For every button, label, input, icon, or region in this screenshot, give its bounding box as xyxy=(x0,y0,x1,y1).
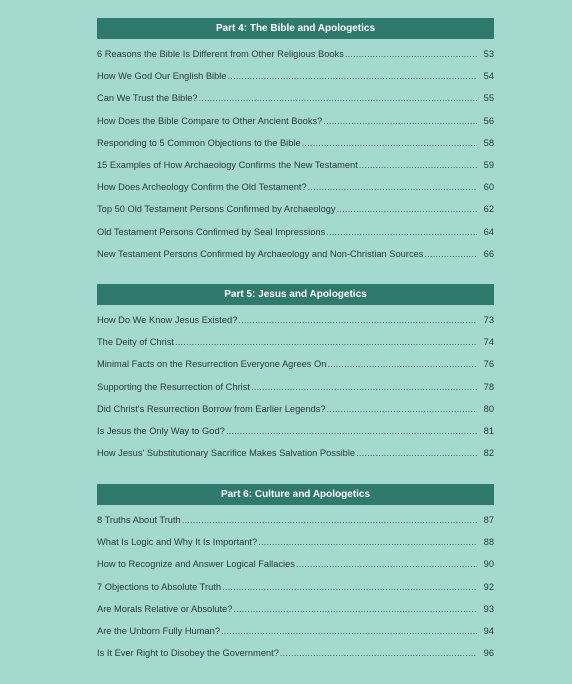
entry-title: Old Testament Persons Confirmed by Seal Impressions xyxy=(97,226,326,237)
dot-leader xyxy=(359,154,477,176)
entry-page-number: 80 xyxy=(483,403,494,414)
toc-entry[interactable] xyxy=(97,620,494,642)
entry-page-number: 96 xyxy=(483,648,494,659)
entry-page-number: 54 xyxy=(483,71,494,82)
toc-entry[interactable] xyxy=(97,598,494,620)
entry-page-number: 73 xyxy=(483,315,494,325)
entry-title: Is Jesus the Only Way to God? xyxy=(97,425,225,436)
entry-title: How Does Archeology Confirm the Old Testament? xyxy=(97,182,307,193)
toc-entry[interactable] xyxy=(97,87,494,109)
entry-title: 15 Examples of How Archaeology Confirms the New Testament xyxy=(97,159,358,170)
toc-entry[interactable] xyxy=(97,132,494,154)
entry-title: Supporting the Resurrection of Christ xyxy=(97,381,250,392)
dot-leader xyxy=(233,598,477,620)
entry-title: How We God Our English Bible xyxy=(97,71,227,82)
toc-entry[interactable] xyxy=(97,243,494,265)
dot-leader xyxy=(258,531,477,553)
entry-page-number: 66 xyxy=(483,248,494,259)
section-heading: Part 4: The Bible and Apologetics xyxy=(97,18,494,39)
dot-leader xyxy=(182,509,477,531)
entry-page-number: 56 xyxy=(483,115,494,126)
entry-page-number: 78 xyxy=(483,381,494,392)
entry-title: How Does the Bible Compare to Other Ancient Books? xyxy=(97,115,323,126)
entry-title: 8 Truths About Truth xyxy=(97,515,181,525)
toc-entry[interactable] xyxy=(97,376,494,398)
toc-entry[interactable] xyxy=(97,420,494,442)
entry-page-number: 88 xyxy=(483,537,494,548)
dot-leader xyxy=(308,176,477,198)
entry-list xyxy=(97,309,494,464)
entry-title: Top 50 Old Testament Persons Confirmed by Archaeology xyxy=(97,204,336,215)
entry-title: New Testament Persons Confirmed by Archaeology and Non-Christian Sources xyxy=(97,248,424,259)
entry-page-number: 82 xyxy=(483,448,494,459)
entry-page-number: 64 xyxy=(483,226,494,237)
dot-leader xyxy=(327,353,477,375)
entry-title: How Do We Know Jesus Existed? xyxy=(97,315,238,325)
entry-page-number: 60 xyxy=(483,182,494,193)
toc-entry[interactable] xyxy=(97,398,494,420)
dot-leader xyxy=(221,620,477,642)
entry-title: How to Recognize and Answer Logical Fallacies xyxy=(97,559,295,570)
toc-section-part-4 xyxy=(97,18,494,265)
entry-title: Are Morals Relative or Absolute? xyxy=(97,603,233,614)
dot-leader xyxy=(424,243,477,265)
entry-list xyxy=(97,509,494,664)
toc-entry[interactable] xyxy=(97,110,494,132)
dot-leader xyxy=(296,553,477,575)
entry-title: Responding to 5 Common Objections to the Bible xyxy=(97,137,301,148)
toc-entry[interactable] xyxy=(97,442,494,464)
section-heading: Part 6: Culture and Apologetics xyxy=(97,484,494,505)
toc-entry[interactable] xyxy=(97,176,494,198)
dot-leader xyxy=(337,198,477,220)
toc-section-part-5 xyxy=(97,284,494,464)
dot-leader xyxy=(238,309,477,331)
entry-page-number: 58 xyxy=(483,137,494,148)
entry-title: 6 Reasons the Bible Is Different from Other Religious Books xyxy=(97,49,344,59)
toc-entry[interactable] xyxy=(97,642,494,664)
entry-page-number: 93 xyxy=(483,603,494,614)
entry-title: 7 Objections to Absolute Truth xyxy=(97,581,222,592)
entry-title: The Deity of Christ xyxy=(97,337,174,348)
dot-leader xyxy=(323,110,477,132)
toc-entry[interactable] xyxy=(97,353,494,375)
entry-page-number: 81 xyxy=(483,425,494,436)
toc-entry[interactable] xyxy=(97,331,494,353)
toc-entry[interactable] xyxy=(97,43,494,65)
entry-page-number: 90 xyxy=(483,559,494,570)
dot-leader xyxy=(280,642,477,664)
entry-page-number: 53 xyxy=(483,49,494,59)
entry-page-number: 62 xyxy=(483,204,494,215)
dot-leader xyxy=(356,442,477,464)
dot-leader xyxy=(175,331,477,353)
toc-entry[interactable] xyxy=(97,198,494,220)
dot-leader xyxy=(199,87,477,109)
entry-title: Minimal Facts on the Resurrection Everyone Agrees On xyxy=(97,359,327,370)
entry-page-number: 55 xyxy=(483,93,494,104)
section-heading: Part 5: Jesus and Apologetics xyxy=(97,284,494,305)
entry-page-number: 92 xyxy=(483,581,494,592)
entry-title: How Jesus' Substitutionary Sacrifice Makes Salvation Possible xyxy=(97,448,356,459)
toc-entry[interactable] xyxy=(97,309,494,331)
dot-leader xyxy=(302,132,477,154)
entry-page-number: 87 xyxy=(483,515,494,525)
dot-leader xyxy=(326,221,477,243)
entry-page-number: 74 xyxy=(483,337,494,348)
entry-title: Can We Trust the Bible? xyxy=(97,93,198,104)
toc-section-part-6 xyxy=(97,484,494,664)
toc-entry[interactable] xyxy=(97,509,494,531)
dot-leader xyxy=(327,398,477,420)
entry-title: What Is Logic and Why It Is Important? xyxy=(97,537,258,548)
toc-entry[interactable] xyxy=(97,221,494,243)
entry-list xyxy=(97,43,494,265)
toc-entry[interactable] xyxy=(97,576,494,598)
dot-leader xyxy=(222,576,477,598)
toc-entry[interactable] xyxy=(97,531,494,553)
dot-leader xyxy=(251,376,477,398)
entry-title: Is It Ever Right to Disobey the Government? xyxy=(97,648,279,659)
toc-entry[interactable] xyxy=(97,553,494,575)
dot-leader xyxy=(228,65,477,87)
entry-page-number: 59 xyxy=(483,159,494,170)
entry-page-number: 76 xyxy=(483,359,494,370)
dot-leader xyxy=(345,43,477,65)
toc-entry[interactable] xyxy=(97,154,494,176)
entry-page-number: 94 xyxy=(483,625,494,636)
entry-title: Did Christ's Resurrection Borrow from Earlier Legends? xyxy=(97,403,326,414)
dot-leader xyxy=(226,420,477,442)
entry-title: Are the Unborn Fully Human? xyxy=(97,625,220,636)
toc-entry[interactable] xyxy=(97,65,494,87)
